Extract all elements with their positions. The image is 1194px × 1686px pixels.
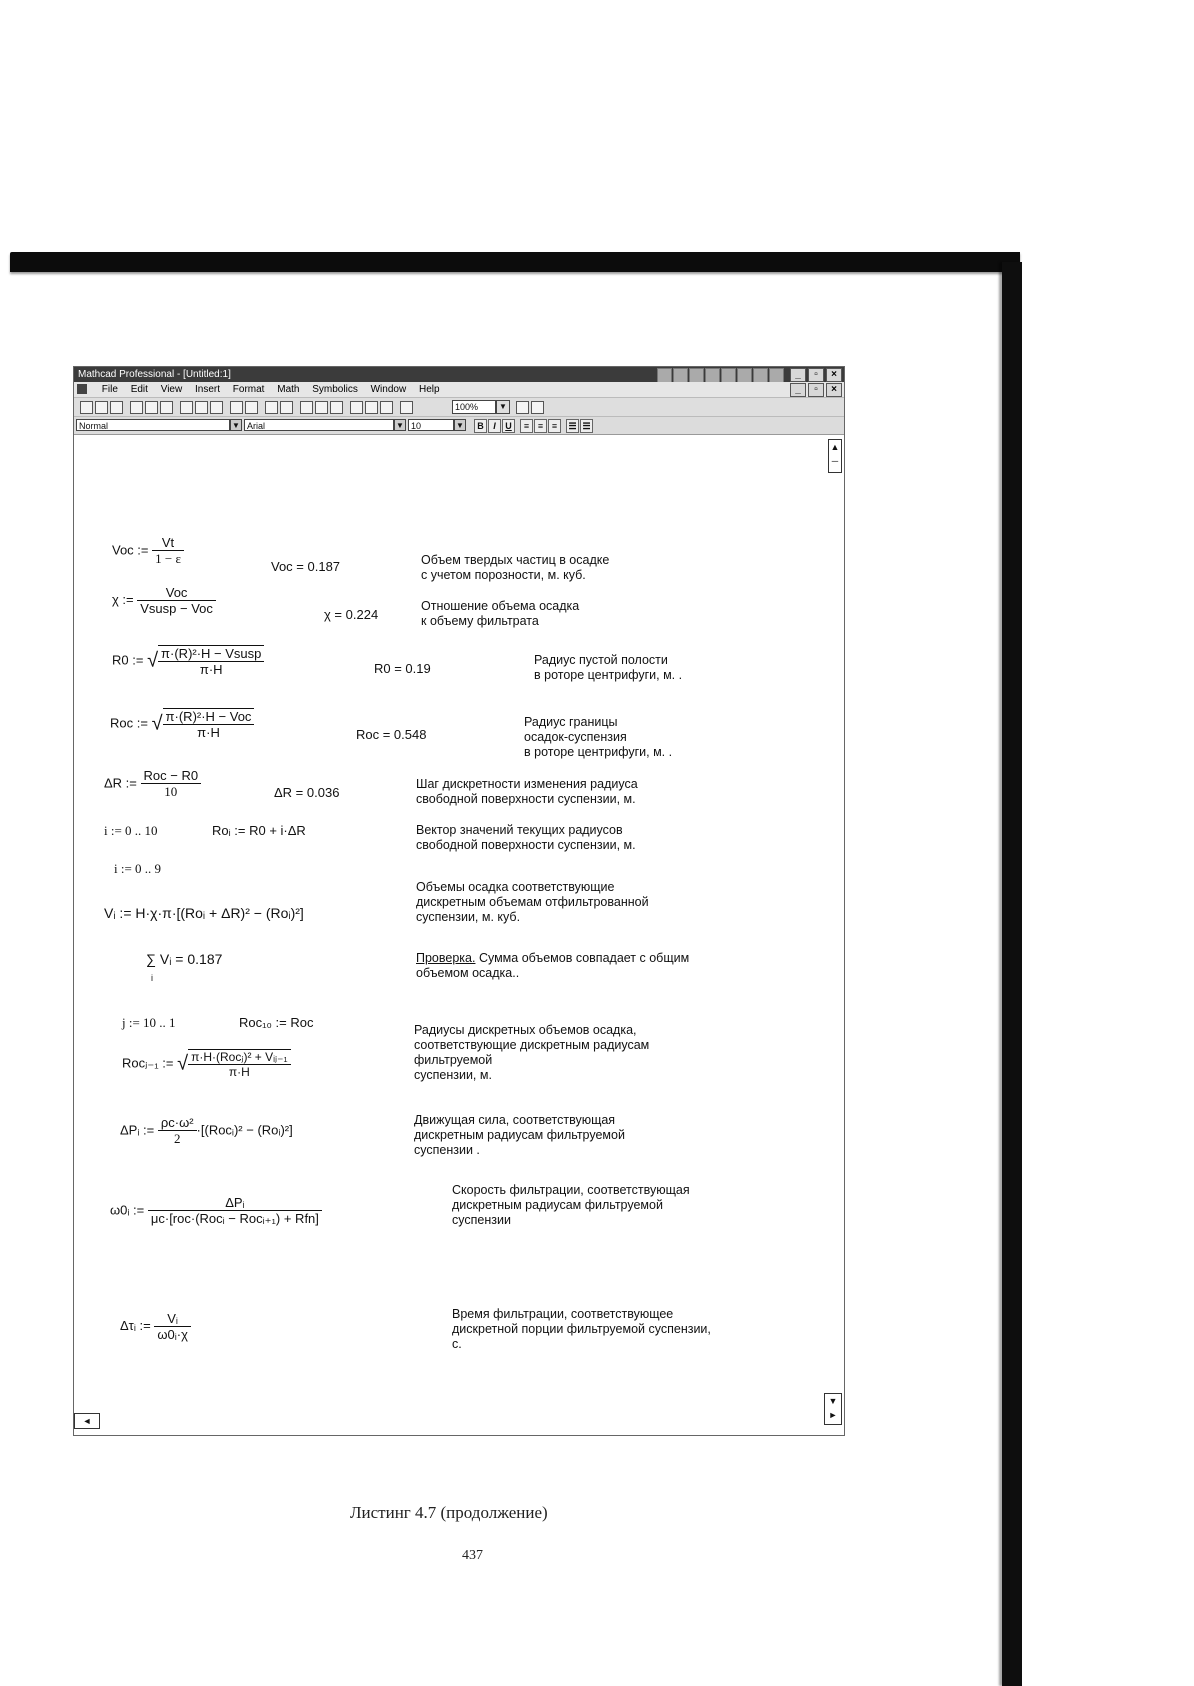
voc-num: Vt	[152, 535, 184, 551]
insert-function-icon[interactable]	[300, 401, 313, 414]
ro-definition[interactable]: Roᵢ := R0 + i·ΔR	[212, 823, 306, 838]
dr-note-line: свободной поверхности суспензии, м.	[416, 792, 636, 806]
chi-result[interactable]: χ = 0.224	[324, 607, 379, 622]
check-note-line: Сумма объемов совпадает с общим	[478, 951, 690, 965]
ro-note-line: Вектор значений текущих радиусов	[416, 823, 623, 837]
bullets-icon[interactable]: ☰	[566, 419, 579, 433]
minimize-button[interactable]: _	[790, 368, 806, 382]
dt-num: Vᵢ	[154, 1311, 191, 1327]
insert-hyperlink-icon[interactable]	[350, 401, 363, 414]
insert-component-icon[interactable]	[365, 401, 378, 414]
style-select[interactable]: Normal	[76, 419, 230, 431]
r0-den: π·H	[199, 662, 223, 677]
help-icon[interactable]	[531, 401, 544, 414]
font-size-select[interactable]: 10	[408, 419, 454, 431]
dp-note-line: суспензии .	[414, 1143, 480, 1157]
dt-note-line: Время фильтрации, соответствующее	[452, 1307, 674, 1321]
style-dropdown-arrow-icon[interactable]: ▼	[230, 419, 242, 431]
align-center-icon[interactable]: ≡	[534, 419, 547, 433]
rocj-note-line: Радиусы дискретных объемов осадка,	[414, 1023, 637, 1037]
voc-fraction	[152, 535, 184, 567]
dr-lhs: ΔR :=	[104, 775, 137, 791]
r0-note-line: Радиус пустой полости	[534, 653, 668, 667]
doc-close-button[interactable]: ×	[826, 383, 842, 397]
close-button[interactable]: ×	[826, 368, 842, 382]
zoom-select[interactable]: 100%	[452, 400, 496, 414]
paste-icon[interactable]	[210, 401, 223, 414]
chi-definition[interactable]	[112, 585, 216, 616]
w0-definition[interactable]	[110, 1195, 322, 1227]
scan-border-top	[10, 252, 1020, 272]
voc-note-line: Объем твердых частиц в осадке	[421, 553, 610, 567]
voc-result[interactable]: Voc = 0.187	[271, 559, 341, 574]
rocj-note-line: суспензии, м.	[414, 1068, 492, 1082]
scroll-right-icon[interactable]: ▼ ►	[824, 1393, 842, 1425]
bold-icon[interactable]: B	[474, 419, 487, 433]
vi-note-line: суспензии, м. куб.	[416, 910, 521, 924]
rocj-lhs: Rocⱼ₋₁ :=	[122, 1055, 174, 1071]
dt-note[interactable]	[452, 1307, 711, 1352]
document-icon[interactable]	[77, 384, 87, 394]
app-icon[interactable]	[721, 368, 736, 383]
dr-den: 10	[164, 784, 178, 799]
vi-note-line: Объемы осадка соответствующие	[416, 880, 615, 894]
range-i2-definition[interactable]: i := 0 .. 9	[114, 861, 162, 876]
italic-icon[interactable]: I	[488, 419, 501, 433]
save-icon[interactable]	[110, 401, 123, 414]
roc-note-line: Радиус границы	[524, 715, 618, 729]
roc10-definition[interactable]: Roc₁₀ := Roc	[239, 1015, 314, 1030]
dr-definition[interactable]	[104, 768, 201, 800]
dr-note-line: Шаг дискретности изменения радиуса	[416, 777, 638, 791]
w0-fraction	[148, 1195, 322, 1227]
chi-note-line: Отношение объема осадка	[421, 599, 580, 613]
r0-note[interactable]	[534, 653, 682, 683]
rocj-den: π·H	[228, 1065, 250, 1079]
dp-note[interactable]	[414, 1113, 625, 1158]
chi-lhs: χ :=	[112, 591, 134, 607]
sqrt-icon: √	[147, 649, 159, 672]
rocj-num: π·H·(Rocⱼ)² + Vᵢⱼ₋₁	[188, 1050, 290, 1065]
dt-definition[interactable]	[120, 1311, 191, 1342]
rocj-note-line: фильтруемой	[414, 1053, 493, 1067]
doc-minimize-button[interactable]: _	[790, 383, 806, 397]
restore-button[interactable]: ▫	[808, 368, 824, 382]
dt-fraction	[154, 1311, 191, 1342]
redo-icon[interactable]	[245, 401, 258, 414]
menu-edit[interactable]: Edit	[130, 384, 148, 395]
dt-den: ω0ᵢ·χ	[157, 1327, 188, 1342]
voc-definition[interactable]	[112, 535, 184, 567]
chi-den: Vsusp − Voc	[140, 601, 213, 616]
window-title: Mathcad Professional - [Untitled:1]	[78, 369, 231, 380]
rocj-fraction	[188, 1049, 290, 1079]
dr-fraction	[141, 768, 202, 800]
app-icon[interactable]	[673, 368, 688, 383]
scroll-left-icon[interactable]: ◄	[74, 1413, 100, 1429]
align-left-icon[interactable]: ≡	[520, 419, 533, 433]
roc-result[interactable]: Roc = 0.548	[356, 727, 427, 742]
voc-note-line: с учетом порозности, м. куб.	[421, 568, 586, 582]
check-note-line: объемом осадка..	[416, 966, 520, 980]
new-icon[interactable]	[80, 401, 93, 414]
print-icon[interactable]	[130, 401, 143, 414]
r0-result[interactable]: R0 = 0.19	[374, 661, 431, 676]
r0-num: π·(R)²·H − Vsusp	[158, 646, 264, 662]
w0-note-line: дискретным радиусам фильтруемой	[452, 1198, 663, 1212]
menu-file[interactable]: File	[101, 384, 118, 395]
print-preview-icon[interactable]	[145, 401, 158, 414]
app-icon[interactable]	[737, 368, 752, 383]
menu-view[interactable]: View	[160, 384, 183, 395]
dr-result[interactable]: ΔR = 0.036	[274, 785, 340, 800]
roc-lhs: Roc :=	[110, 715, 148, 731]
roc-num: π·(R)²·H − Voc	[163, 709, 255, 725]
font-dropdown-arrow-icon[interactable]: ▼	[394, 419, 406, 431]
dt-note-line: с.	[452, 1337, 462, 1351]
dp-den: 2	[173, 1131, 181, 1146]
dr-note[interactable]	[416, 777, 638, 807]
menu-bar	[74, 382, 844, 398]
window-controls	[790, 368, 842, 382]
undo-icon[interactable]	[230, 401, 243, 414]
w0-num: ΔPᵢ	[148, 1195, 322, 1211]
app-icon[interactable]	[753, 368, 768, 383]
roc-note-line: в роторе центрифуги, м. .	[524, 745, 673, 759]
sum-check[interactable]: ∑ Vᵢ = 0.187	[146, 951, 223, 967]
resource-center-icon[interactable]	[400, 401, 413, 414]
dt-note-line: дискретной порции фильтруемой суспензии,	[452, 1322, 711, 1336]
dr-num: Roc − R0	[141, 768, 202, 784]
vi-note-line: дискретным объемам отфильтрованной	[416, 895, 649, 909]
ro-note[interactable]	[416, 823, 636, 853]
voc-lhs: Voc :=	[112, 542, 149, 558]
underline-icon[interactable]: U	[502, 419, 515, 433]
chi-note[interactable]	[421, 599, 579, 629]
ro-note-line: свободной поверхности суспензии, м.	[416, 838, 636, 852]
scroll-up-icon[interactable]: ▲ ─	[828, 439, 842, 473]
app-icon[interactable]	[705, 368, 720, 383]
dp-fraction	[158, 1115, 197, 1147]
r0-note-line: в роторе центрифуги, м. .	[534, 668, 683, 682]
sqrt-icon: √	[177, 1052, 189, 1075]
document-controls	[790, 383, 842, 397]
app-icon[interactable]	[657, 368, 672, 383]
w0-note-line: Скорость фильтрации, соответствующая	[452, 1183, 690, 1197]
align-right-icon[interactable]: ≡	[548, 419, 561, 433]
r0-fraction	[158, 645, 264, 677]
dp-num: ρc·ω²	[158, 1115, 197, 1131]
rocj-note[interactable]	[414, 1023, 649, 1083]
roc-fraction	[163, 708, 255, 740]
sum-index: i	[151, 973, 153, 983]
numbering-icon[interactable]: ☰	[580, 419, 593, 433]
range-i-definition[interactable]: i := 0 .. 10	[104, 823, 158, 838]
menu-format[interactable]: Format	[232, 384, 265, 395]
chi-num: Voc	[137, 585, 216, 601]
chi-note-line: к объему фильтрата	[421, 614, 539, 628]
voc-note[interactable]	[421, 553, 609, 583]
align-down-icon[interactable]	[280, 401, 293, 414]
w0-note-line: суспензии	[452, 1213, 511, 1227]
run-script-icon[interactable]	[380, 401, 393, 414]
font-select[interactable]: Arial	[244, 419, 394, 431]
rocj-note-line: соответствующие дискретным радиусам	[414, 1038, 650, 1052]
formatting-toolbar	[74, 417, 844, 435]
roc-note[interactable]	[524, 715, 672, 760]
spell-check-icon[interactable]	[160, 401, 173, 414]
roc-definition[interactable]	[110, 708, 254, 740]
copy-icon[interactable]	[195, 401, 208, 414]
doc-restore-button[interactable]: ▫	[808, 383, 824, 397]
app-icon[interactable]	[769, 368, 784, 383]
cut-icon[interactable]	[180, 401, 193, 414]
menu-window[interactable]: Window	[370, 384, 407, 395]
dp-rhs: ·[(Rocᵢ)² − (Roᵢ)²]	[196, 1122, 293, 1138]
vi-note[interactable]	[416, 880, 649, 925]
app-icon[interactable]	[689, 368, 704, 383]
dp-definition[interactable]	[120, 1115, 293, 1147]
r0-lhs: R0 :=	[112, 652, 144, 668]
zoom-dropdown-arrow-icon[interactable]: ▼	[496, 400, 510, 414]
open-icon[interactable]	[95, 401, 108, 414]
check-note[interactable]	[416, 951, 689, 981]
title-bar	[74, 367, 844, 382]
font-size-dropdown-arrow-icon[interactable]: ▼	[454, 419, 466, 431]
align-across-icon[interactable]	[265, 401, 278, 414]
dt-lhs: Δτᵢ :=	[120, 1317, 151, 1333]
resources-icon[interactable]	[516, 401, 529, 414]
r0-definition[interactable]	[112, 645, 264, 677]
vi-definition[interactable]: Vᵢ := H·χ·π·[(Roᵢ + ΔR)² − (Roᵢ)²]	[104, 905, 304, 921]
standard-toolbar	[74, 398, 844, 417]
menu-help[interactable]: Help	[418, 384, 440, 395]
worksheet[interactable]	[74, 435, 844, 1435]
check-label: Проверка.	[416, 951, 476, 965]
dp-lhs: ΔPᵢ :=	[120, 1122, 155, 1138]
menu-math[interactable]: Math	[277, 384, 300, 395]
menu-symbolics[interactable]: Symbolics	[312, 384, 358, 395]
dp-note-line: Движущая сила, соответствующая	[414, 1113, 616, 1127]
mathcad-window	[73, 366, 845, 1436]
w0-lhs: ω0ᵢ :=	[110, 1202, 145, 1218]
rocj-definition[interactable]	[122, 1049, 291, 1079]
page-number: 437	[462, 1548, 483, 1563]
listing-caption: Листинг 4.7 (продолжение)	[350, 1503, 548, 1522]
scan-border-right	[1002, 262, 1022, 1686]
w0-den: μc·[roc·(Rocᵢ − Rocᵢ₊₁) + Rfn]	[150, 1211, 319, 1226]
chi-fraction	[137, 585, 216, 616]
dp-note-line: дискретным радиусам фильтруемой	[414, 1128, 625, 1142]
voc-den: 1 − ε	[155, 551, 181, 566]
roc-note-line: осадок-суспензия	[524, 730, 627, 744]
sqrt-icon: √	[151, 712, 163, 735]
w0-note[interactable]	[452, 1183, 690, 1228]
menu-insert[interactable]: Insert	[194, 384, 220, 395]
range-j-definition[interactable]: j := 10 .. 1	[122, 1015, 176, 1030]
taskbar-icons	[657, 368, 784, 381]
insert-unit-icon[interactable]	[315, 401, 328, 414]
calculate-icon[interactable]	[330, 401, 343, 414]
roc-den: π·H	[197, 725, 220, 740]
